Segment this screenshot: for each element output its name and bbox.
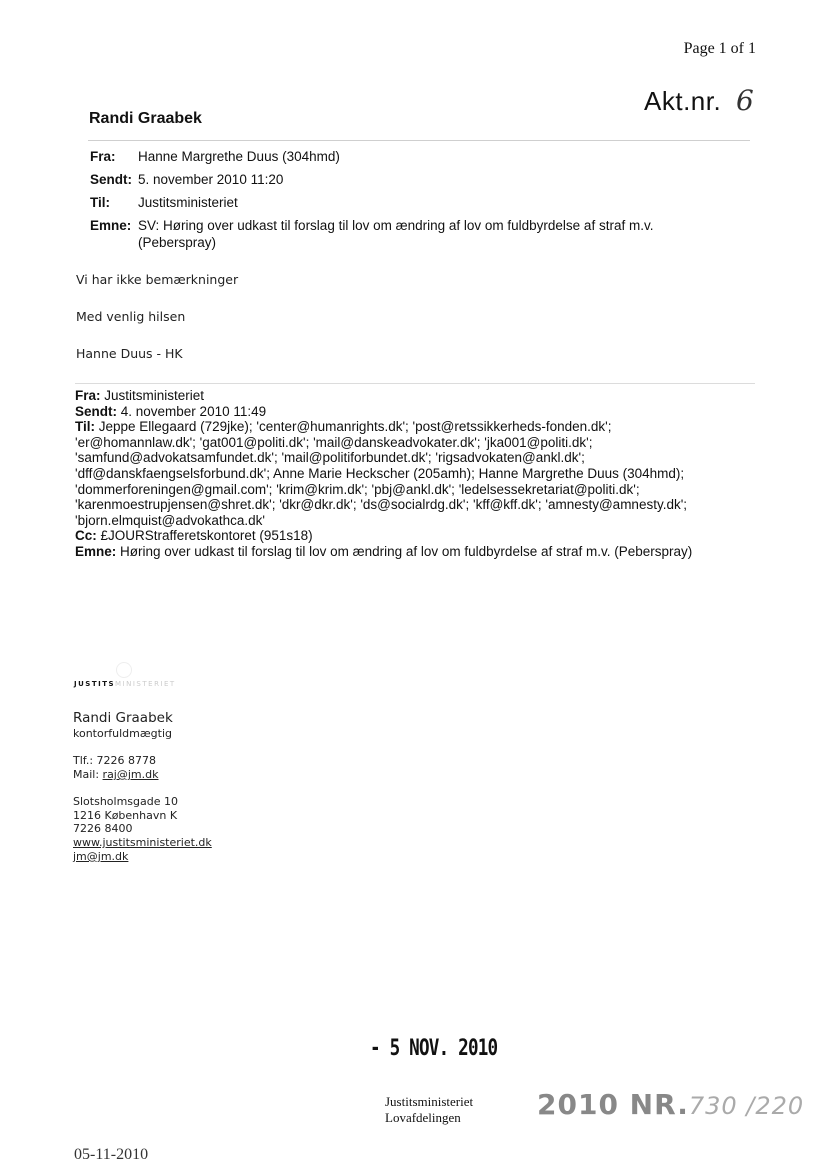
header-row-to: [90, 194, 653, 217]
ministry-crest-icon: [116, 662, 132, 678]
akt-label: Akt.nr.: [644, 86, 722, 116]
header-row-from: [90, 148, 653, 171]
subject-line-1: SV: Høring over udkast til forslag til lov om ændring af lov om fuldbyrdelse af straf m.v.: [138, 218, 654, 233]
body-remark: Vi har ikke bemærkninger: [76, 272, 239, 287]
subject-line-2: (Peberspray): [138, 235, 217, 250]
fwd-subject-label: Emne:: [75, 543, 117, 559]
fwd-from-line: [75, 388, 755, 404]
subject-label: Emne:: [90, 218, 132, 233]
from-value: Hanne Margrethe Duus (304hmd): [138, 149, 340, 164]
signature-main-phone: 7226 8400: [73, 822, 133, 835]
signature-name: Randi Graabek: [73, 710, 173, 726]
signature-website-link[interactable]: www.justitsministeriet.dk: [73, 836, 212, 849]
fwd-to-value-1: Jeppe Ellegaard (729jke); 'center@humanrights.dk'; 'post@retssikkerheds-fonden.dk';: [98, 419, 612, 435]
sender-name-heading: Randi Graabek: [89, 110, 202, 127]
sent-value: 5. november 2010 11:20: [138, 172, 284, 187]
fwd-to-line-3: 'samfund@advokatsamfundet.dk'; 'mail@politiforbundet.dk'; 'rigsadvokaten@ankl.dk';: [75, 450, 585, 466]
header-row-sent: [90, 171, 653, 194]
header-row-subject: [90, 217, 653, 257]
fwd-sent-line: [75, 404, 755, 420]
ministry-stamp: [385, 1094, 473, 1126]
signature-title: kontorfuldmægtig: [73, 727, 172, 740]
journal-number-stamp: [537, 1088, 804, 1121]
fwd-cc-line: [75, 528, 755, 544]
footer-date: 05-11-2010: [74, 1146, 149, 1163]
fwd-cc-label: Cc:: [75, 528, 97, 544]
fwd-from-value: Justitsministeriet: [104, 388, 205, 403]
fwd-to-line-5: 'dommerforeningen@gmail.com'; 'krim@krim.dk'; 'pbj@ankl.dk'; 'ledelsessekretariat@politi.dk';: [75, 481, 640, 497]
from-label: Fra:: [90, 149, 116, 164]
journal-number-prefix: 2010 NR.: [537, 1088, 689, 1121]
fwd-to-line-7: 'bjorn.elmquist@advokathca.dk': [75, 512, 265, 528]
to-value: Justitsministeriet: [138, 195, 238, 210]
signature-email-link[interactable]: jm@jm.dk: [73, 850, 129, 863]
received-date-stamp: - 5 NOV. 2010: [370, 1036, 498, 1061]
body-signoff: Hanne Duus - HK: [76, 346, 183, 361]
fwd-cc-value: £JOURStrafferetskontoret (951s18): [100, 528, 313, 544]
email-header: [90, 148, 653, 257]
fwd-to-label: Til:: [75, 419, 95, 435]
page-number: Page 1 of 1: [683, 40, 756, 57]
header-divider: [88, 140, 750, 141]
logo-text-bold: JUSTITS: [74, 680, 116, 688]
fwd-to-line-4: 'dff@danskfaengselsforbund.dk'; Anne Marie Heckscher (205amh); Hanne Margrethe Duus (304hmd);: [75, 465, 685, 481]
ministry-stamp-name: Justitsministeriet: [385, 1094, 474, 1109]
sent-label: Sendt:: [90, 172, 132, 187]
forwarded-message-header: [75, 388, 755, 560]
signature-phone: Tlf.: 7226 8778: [73, 754, 157, 767]
signature-mail-label: Mail:: [73, 768, 103, 781]
fwd-sent-value: 4. november 2010 11:49: [120, 403, 267, 419]
body-greeting: Med venlig hilsen: [76, 309, 186, 324]
ministry-stamp-department: Lovafdelingen: [385, 1110, 461, 1125]
signature-address-city: 1216 København K: [73, 809, 178, 822]
ministry-logo: [74, 680, 176, 688]
forward-divider: [75, 383, 755, 384]
signature-mail-link[interactable]: raj@jm.dk: [102, 768, 159, 781]
fwd-from-label: Fra:: [75, 388, 101, 403]
to-label: Til:: [90, 195, 110, 210]
signature-mail: [73, 768, 159, 782]
fwd-to-line-1: [75, 419, 755, 435]
fwd-subject-line: [75, 544, 755, 560]
logo-text-faint: MINISTERIET: [115, 680, 176, 688]
subject-value: [138, 217, 653, 257]
fwd-subject-value: Høring over udkast til forslag til lov om ændring af lov om fuldbyrdelse af straf m.v. (Peberspray): [120, 543, 693, 559]
akt-number-handwritten: 6: [736, 84, 754, 117]
fwd-to-line-6: 'karenmoestrupjensen@shret.dk'; 'dkr@dkr.dk'; 'ds@socialrdg.dk'; 'kff@kff.dk'; 'amnesty@amnesty.dk';: [75, 497, 688, 513]
fwd-to-line-2: 'er@homannlaw.dk'; 'gat001@politi.dk'; 'mail@danskeadvokater.dk'; 'jka001@politi.dk';: [75, 434, 593, 450]
signature-address-street: Slotsholmsgade 10: [73, 795, 178, 808]
journal-number-handwritten: 730 /220: [688, 1092, 805, 1120]
fwd-sent-label: Sendt:: [75, 403, 117, 419]
